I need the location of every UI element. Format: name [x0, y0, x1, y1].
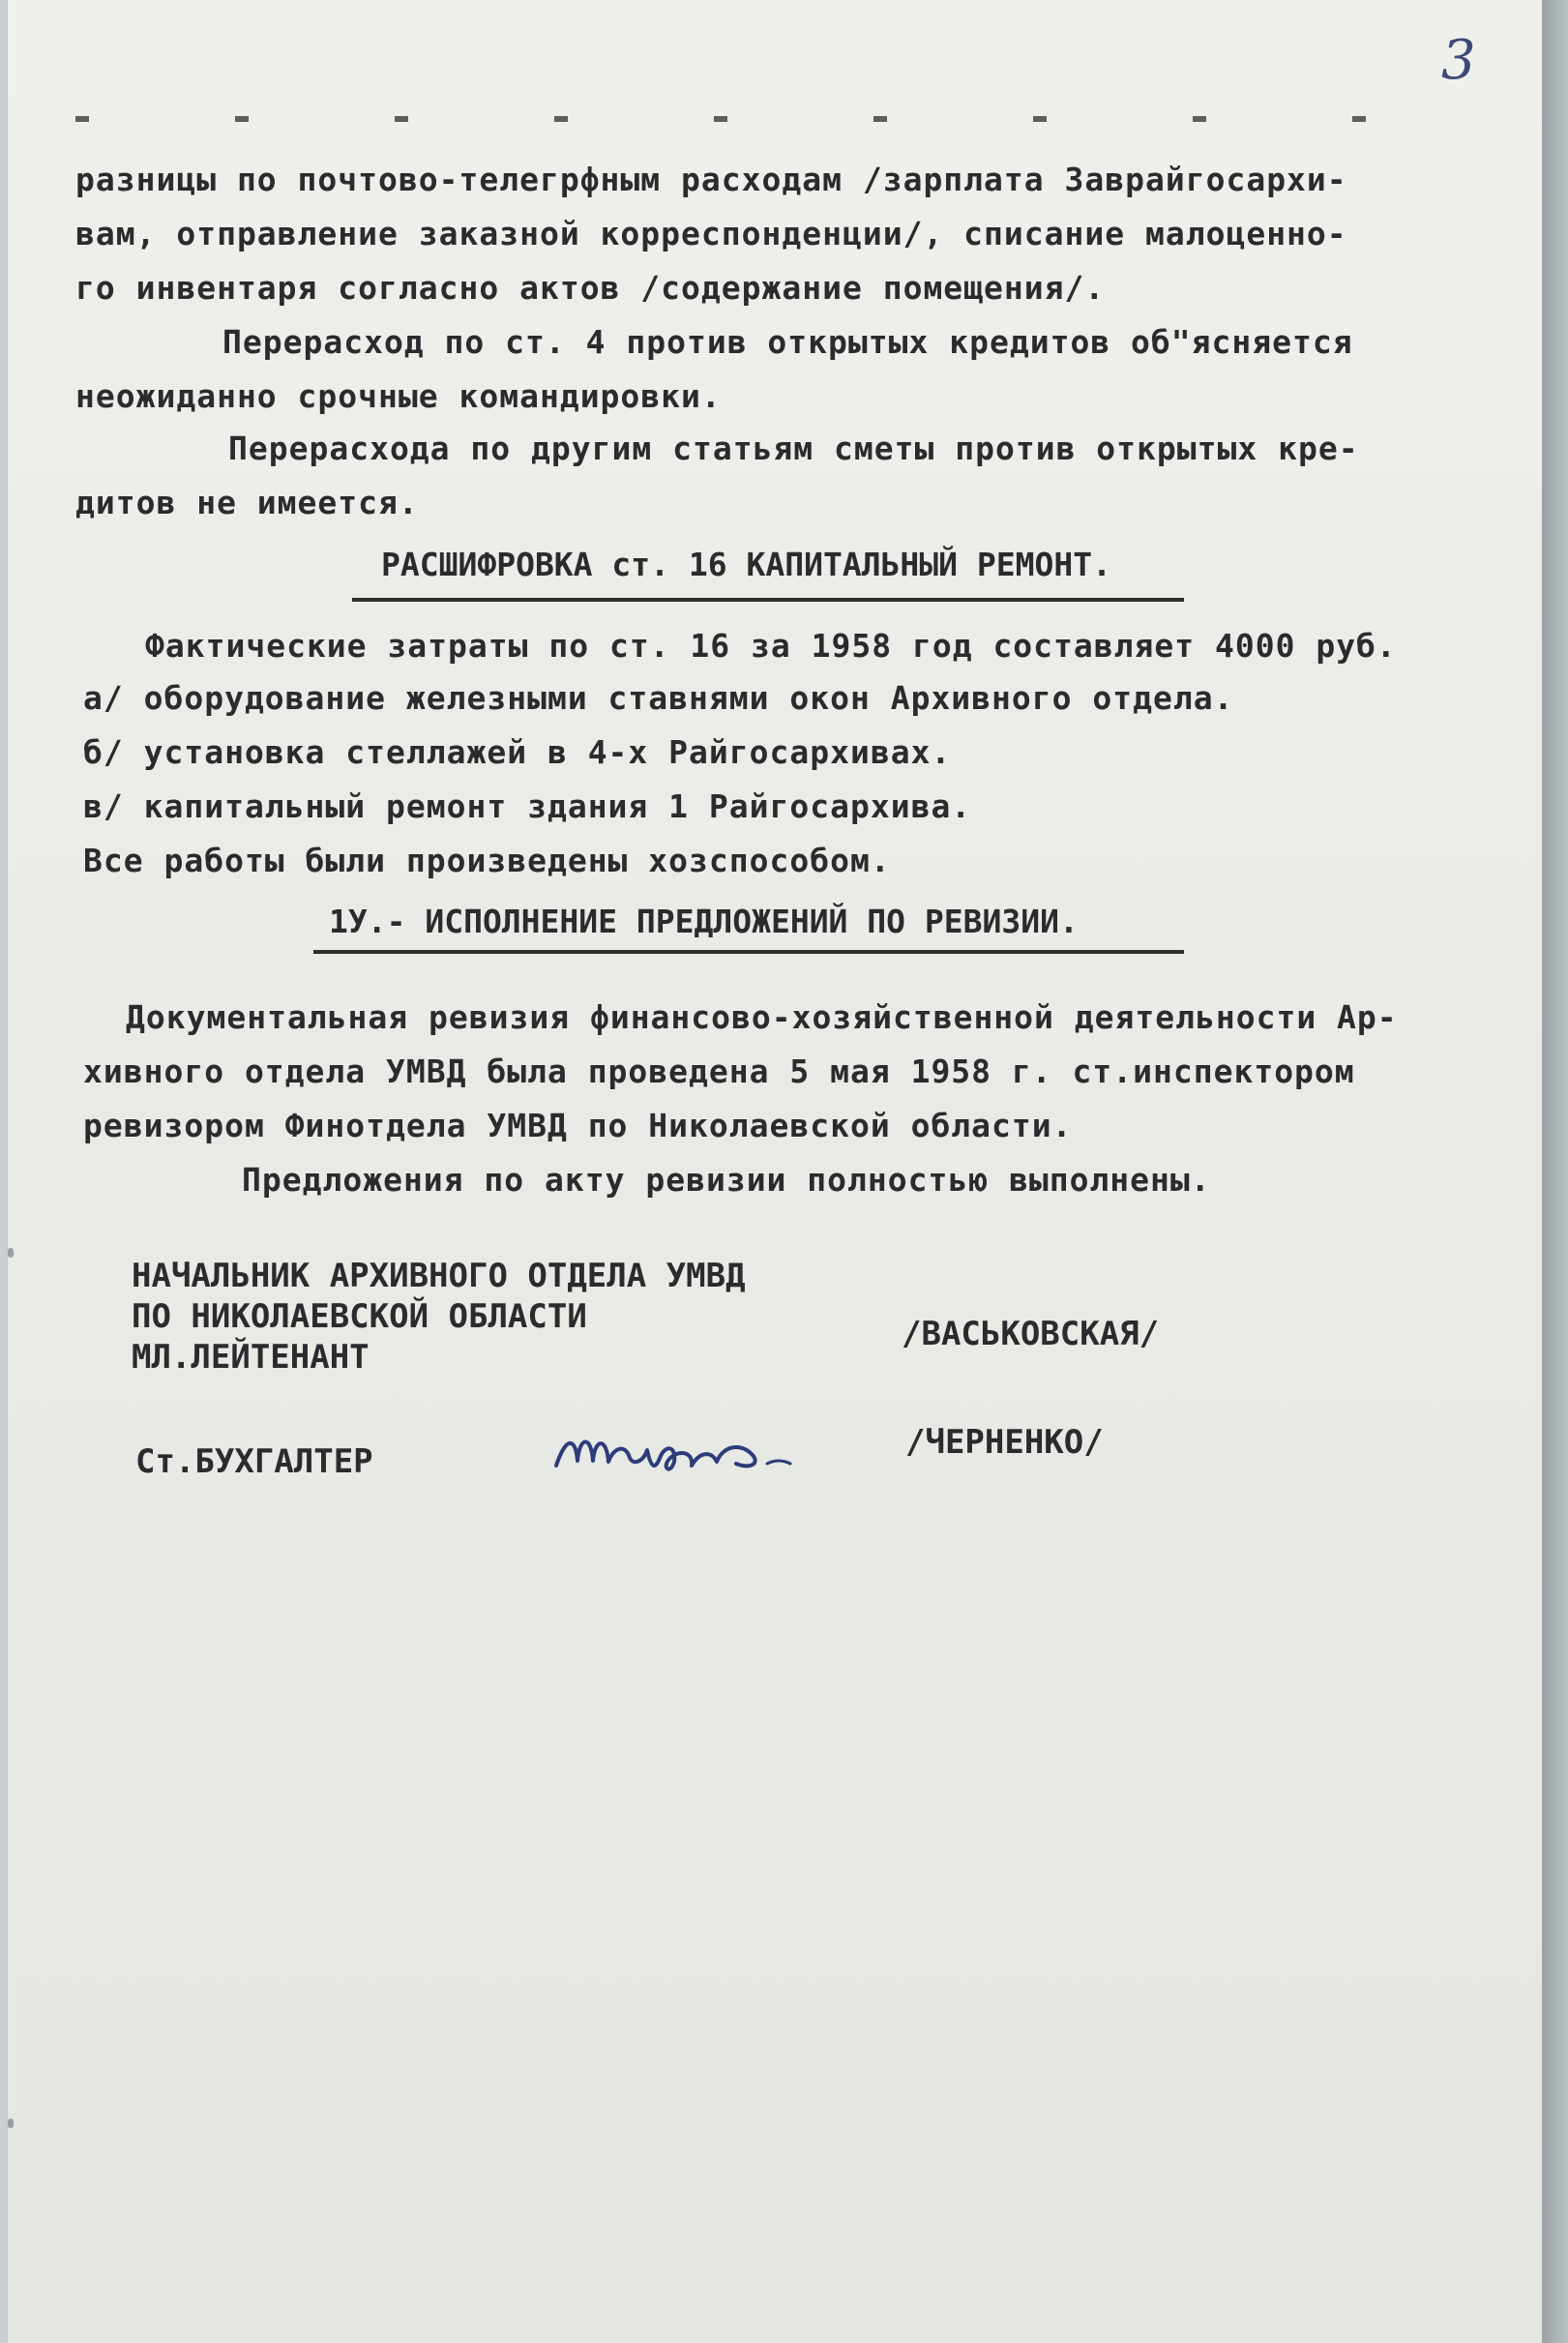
- section1-item: б/ установка стеллажей в 4-х Райгосархивах.: [83, 733, 952, 771]
- paragraph2-line: неожиданно срочные командировки.: [75, 377, 722, 415]
- binding-mark: [8, 1248, 14, 1258]
- section1-item: в/ капитальный ремонт здания 1 Райгосархива.: [83, 787, 972, 825]
- paragraph3-line: дитов не имеется.: [75, 484, 419, 521]
- section1-closing: Все работы были произведены хозспособом.: [83, 842, 891, 879]
- section1-intro: Фактические затраты по ст. 16 за 1958 год составляет 4000 руб.: [145, 627, 1397, 665]
- section2-body-line: Документальная ревизия финансово-хозяйственной деятельности Ар-: [126, 998, 1398, 1036]
- binding-mark: [8, 2119, 14, 2128]
- paragraph1-line: вам, отправление заказной корреспонденции/, списание малоценно-: [75, 215, 1347, 252]
- chief-title-line: ПО НИКОЛАЕВСКОЙ ОБЛАСТИ: [132, 1297, 587, 1336]
- section1-item: а/ оборудование железными ставнями окон Архивного отдела.: [83, 679, 1234, 717]
- accountant-name: /ЧЕРНЕНКО/: [905, 1423, 1104, 1462]
- page-number: 3: [1441, 29, 1476, 92]
- section2-body-line: хивного отдела УМВД была проведена 5 мая 1958 г. ст.инспектором: [83, 1053, 1355, 1090]
- section2-body-line: ревизором Финотдела УМВД по Николаевской области.: [83, 1107, 1073, 1144]
- paragraph3-line: Перерасхода по другим статьям сметы против открытых кре-: [228, 430, 1359, 467]
- chief-name: /ВАСЬКОВСКАЯ/: [902, 1315, 1160, 1353]
- accountant-title: Ст.БУХГАЛТЕР: [135, 1442, 373, 1481]
- page-edge: [1542, 0, 1568, 2343]
- section2-heading: 1У.- ИСПОЛНЕНИЕ ПРЕДЛОЖЕНИЙ ПО РЕВИЗИИ.: [329, 903, 1079, 940]
- section1-heading: РАСШИФРОВКА ст. 16 КАПИТАЛЬНЫЙ РЕМОНТ.: [381, 546, 1111, 583]
- section1-underline: [352, 598, 1184, 602]
- paragraph1-line: разницы по почтово-телегрфным расходам /зарплата Заврайгосархи-: [75, 161, 1347, 198]
- top-dash-marks: [75, 116, 1391, 122]
- paragraph1-line: го инвентаря согласно актов /содержание помещения/.: [75, 269, 1106, 307]
- chief-title-line: МЛ.ЛЕЙТЕНАНТ: [132, 1338, 370, 1377]
- chief-title-line: НАЧАЛЬНИК АРХИВНОГО ОТДЕЛА УМВД: [132, 1257, 746, 1295]
- handwritten-signature: [547, 1408, 817, 1495]
- section2-closing: Предложения по акту ревизии полностью выполнены.: [242, 1161, 1211, 1199]
- section2-underline: [313, 950, 1184, 954]
- paragraph2-line: Перерасход по ст. 4 против открытых кредитов об"ясняется: [222, 323, 1353, 361]
